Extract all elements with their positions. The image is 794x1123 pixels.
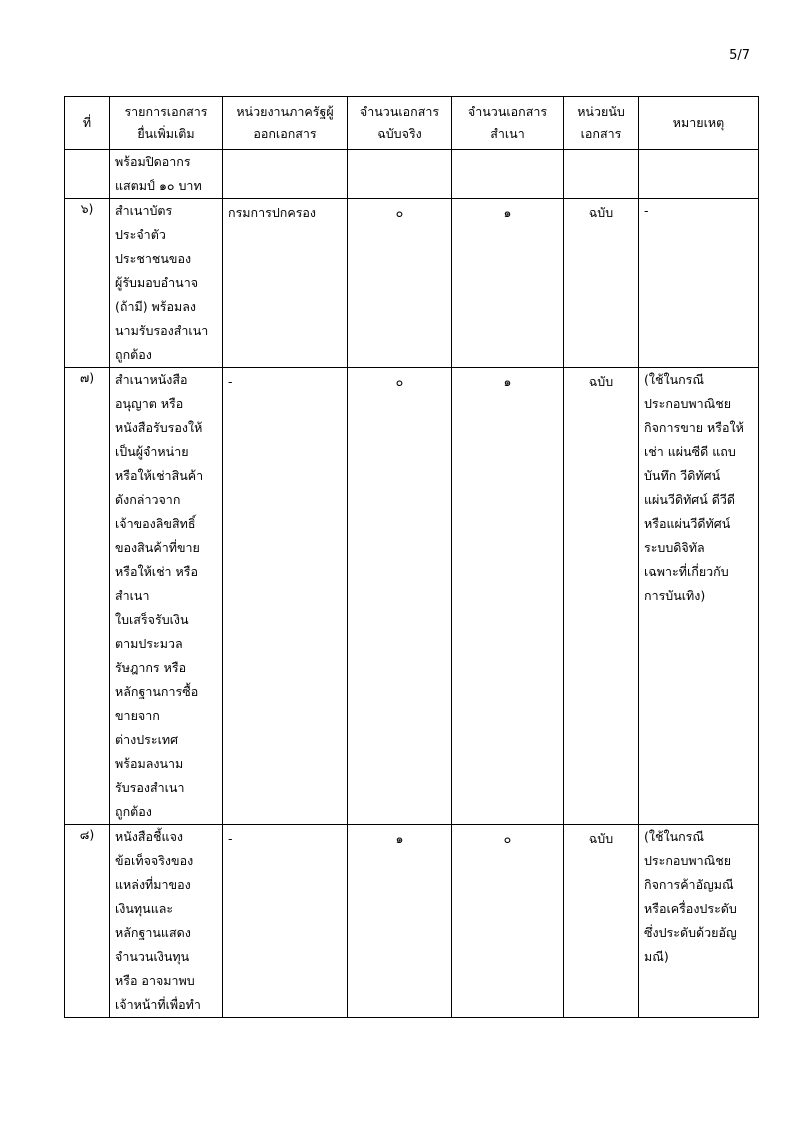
document-item-line: ขายจาก — [115, 708, 160, 723]
document-item-line: นามรับรองสำเนา — [115, 323, 209, 338]
issuing-agency — [223, 150, 348, 199]
page-number: 5/7 — [729, 48, 750, 63]
note-line: - — [644, 203, 649, 218]
issuing-agency: - — [223, 825, 348, 1018]
note-line: กิจการขาย หรือให้ — [644, 420, 744, 435]
note — [639, 825, 759, 1018]
note — [639, 150, 759, 199]
header-no: ที่ — [65, 97, 110, 150]
unit: ฉบับ — [564, 825, 639, 1018]
document-item-line: ของสินค้าที่ขาย — [115, 540, 200, 555]
document-item-line: ประจำตัว — [115, 227, 166, 242]
document-item-line: อนุญาต หรือ — [115, 396, 184, 411]
row-number: ๘) — [65, 825, 110, 1018]
document-item-line: หลักฐานการซื้อ — [115, 684, 199, 699]
row-number: ๖) — [65, 199, 110, 368]
note-line: ประกอบพาณิชย — [644, 853, 732, 868]
document-item — [110, 150, 223, 199]
note-line: หรือเครื่องประดับ — [644, 901, 737, 916]
document-item-line: ข้อเท็จจริงของ — [115, 853, 194, 868]
document-item-line: รับรองสำเนา — [115, 780, 185, 795]
document-item-line: จำนวนเงินทุน — [115, 949, 190, 964]
document-item-line: ประชาชนของ — [115, 251, 192, 266]
header-note: หมายเหตุ — [639, 97, 759, 150]
note-line: (ใช้ในกรณี — [644, 372, 704, 387]
original-count: ๑ — [348, 825, 452, 1018]
note-line: ระบบดิจิทัล — [644, 540, 705, 555]
header-unit: หน่วยนับ เอกสาร — [564, 97, 639, 150]
document-table — [64, 96, 759, 1018]
document-item-line: หรือให้เช่า หรือ — [115, 564, 199, 579]
table-row — [65, 199, 759, 368]
note-line: บันทึก วีดิทัศน์ — [644, 468, 721, 483]
document-item-line: สำเนา — [115, 588, 150, 603]
note-line: การบันเทิง) — [644, 588, 706, 603]
table-row — [65, 368, 759, 825]
note-line: กิจการค้าอัญมณี — [644, 877, 734, 892]
note-line: มณี) — [644, 949, 669, 964]
note-line: หรือแผ่นวีดีทัศน์ — [644, 516, 731, 531]
document-item-line: (ถ้ามี) พร้อมลง — [115, 299, 197, 314]
note — [639, 199, 759, 368]
table-row — [65, 150, 759, 199]
header-copy-count: จำนวนเอกสาร สำเนา — [452, 97, 564, 150]
document-item-line: เป็นผู้จำหน่าย — [115, 444, 189, 459]
document-item-line: ใบเสร็จรับเงิน — [115, 612, 189, 627]
note-line: ซึ่งประดับด้วยอัญ — [644, 925, 737, 940]
copy-count: ๐ — [452, 825, 564, 1018]
document-item-line: หลักฐานแสดง — [115, 925, 191, 940]
document-item — [110, 199, 223, 368]
document-item — [110, 368, 223, 825]
copy-count: ๑ — [452, 199, 564, 368]
document-item-line: เจ้าหน้าที่เพื่อทำ — [115, 997, 201, 1012]
document-item-line: สำเนาหนังสือ — [115, 372, 188, 387]
note-line: แผ่นวีดิทัศน์ ดีวีดี — [644, 492, 736, 507]
original-count — [348, 150, 452, 199]
table-row — [65, 825, 759, 1018]
unit: ฉบับ — [564, 368, 639, 825]
unit — [564, 150, 639, 199]
header-original-count: จำนวนเอกสาร ฉบับจริง — [348, 97, 452, 150]
copy-count — [452, 150, 564, 199]
document-item-line: ต่างประเทศ — [115, 732, 179, 747]
document-item-line: ถูกต้อง — [115, 804, 152, 819]
document-item-line: หรือให้เช่าสินค้า — [115, 468, 204, 483]
document-item-line: เงินทุนและ — [115, 901, 174, 916]
note-line: (ใช้ในกรณี — [644, 829, 704, 844]
document-item-line: ถูกต้อง — [115, 347, 152, 362]
document-item-line: หนังสือชี้แจง — [115, 829, 183, 844]
document-item-line: แหล่งที่มาของ — [115, 877, 191, 892]
note-line: ประกอบพาณิชย — [644, 396, 732, 411]
document-item-line: หนังสือรับรองให้ — [115, 420, 203, 435]
document-item — [110, 825, 223, 1018]
issuing-agency: กรมการปกครอง — [223, 199, 348, 368]
document-item-line: ตามประมวล — [115, 636, 183, 651]
unit: ฉบับ — [564, 199, 639, 368]
document-item-line: ดังกล่าวจาก — [115, 492, 181, 507]
header-item: รายการเอกสาร ยื่นเพิ่มเติม — [110, 97, 223, 150]
document-item-line: แสตมป์ ๑๐ บาท — [115, 178, 202, 193]
note-line: เช่า แผ่นซีดี แถบ — [644, 444, 736, 459]
document-item-line: ผู้รับมอบอำนาจ — [115, 275, 199, 290]
document-item-line: เจ้าของลิขสิทธิ์ — [115, 516, 196, 531]
note-line: เฉพาะที่เกี่ยวกับ — [644, 564, 729, 579]
note — [639, 368, 759, 825]
document-item-line: พร้อมลงนาม — [115, 756, 184, 771]
document-item-line: รัษฎากร หรือ — [115, 660, 187, 675]
header-agency: หน่วยงานภาครัฐผู้ ออกเอกสาร — [223, 97, 348, 150]
row-number: ๗) — [65, 368, 110, 825]
document-item-line: สำเนาบัตร — [115, 203, 173, 218]
row-number — [65, 150, 110, 199]
original-count: ๐ — [348, 368, 452, 825]
original-count: ๐ — [348, 199, 452, 368]
issuing-agency: - — [223, 368, 348, 825]
copy-count: ๑ — [452, 368, 564, 825]
document-item-line: หรือ อาจมาพบ — [115, 973, 195, 988]
header-row — [65, 97, 759, 150]
document-item-line: พร้อมปิดอากร — [115, 154, 191, 169]
